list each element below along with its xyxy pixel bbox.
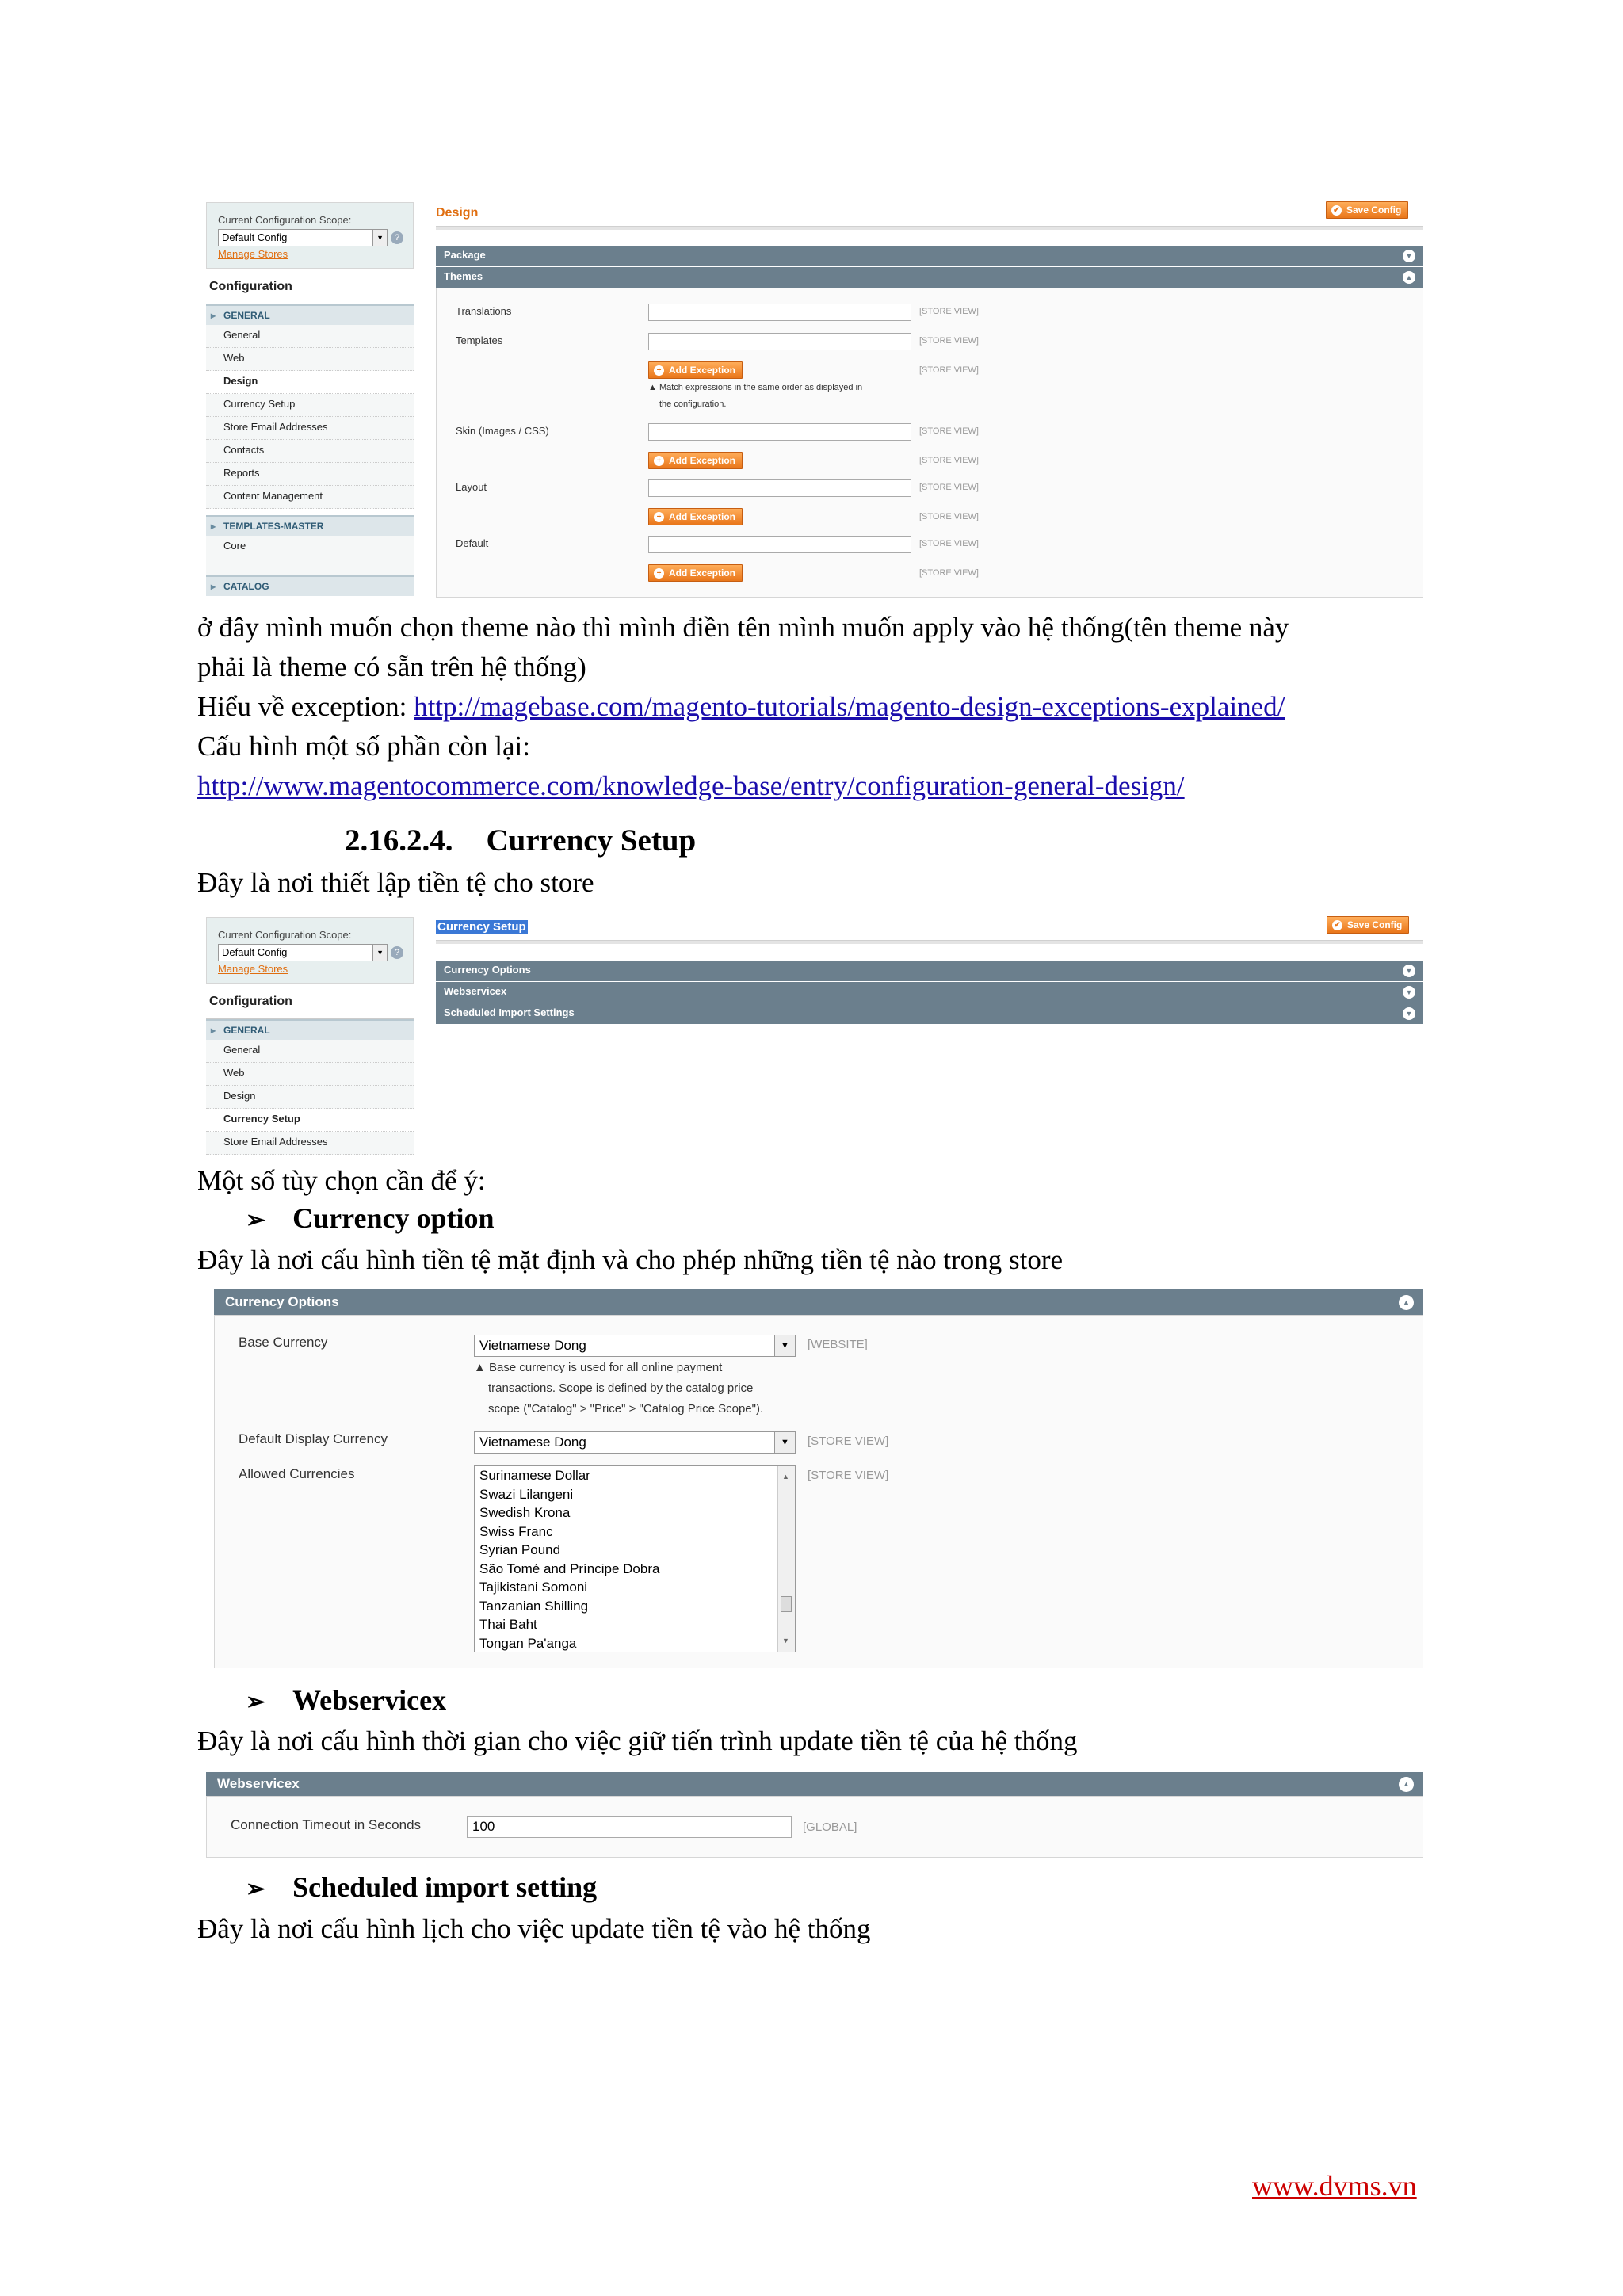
plus-icon: + — [654, 456, 664, 466]
config-scope-box — [206, 917, 414, 984]
list-item[interactable]: Syrian Pound — [479, 1542, 561, 1557]
collapse-icon: ▲ — [1399, 1295, 1414, 1310]
section-heading: 2.16.2.4. Currency Setup — [345, 823, 697, 858]
base-currency-select[interactable]: Vietnamese Dong ▼ — [474, 1335, 796, 1357]
sidebar-group-general[interactable]: ▸ GENERAL — [206, 1019, 414, 1040]
bullet-heading: ➢ Webservicex — [246, 1684, 447, 1716]
paragraph-line: phải là theme có sẵn trên hệ thống) — [197, 651, 586, 682]
expand-icon: ▼ — [1403, 250, 1415, 262]
field-label-layout: Layout — [456, 481, 487, 493]
scope-label: Current Configuration Scope: — [218, 214, 352, 226]
check-icon: ✔ — [1332, 920, 1342, 930]
design-sidebar — [206, 202, 414, 604]
scrollbar[interactable] — [777, 1466, 795, 1652]
scope-tag: [STORE VIEW] — [919, 456, 979, 465]
arrow-bullet-icon: ➢ — [246, 1207, 266, 1233]
save-config-button[interactable]: ✔ Save Config — [1327, 916, 1409, 934]
templates-input[interactable] — [648, 333, 911, 350]
scope-tag: [STORE VIEW] — [919, 336, 979, 346]
sidebar-group-catalog[interactable]: ▸ CATALOG — [206, 575, 414, 596]
sidebar-item-store-email-addresses[interactable]: Store Email Addresses — [206, 417, 414, 440]
section-scheduled-import-settings[interactable]: Scheduled Import Settings ▼ — [436, 1003, 1423, 1024]
sidebar-item-design[interactable]: Design — [206, 371, 414, 394]
paragraph-line: Một số tùy chọn cần để ý: — [197, 1165, 486, 1196]
currency-options-panel — [214, 1315, 1423, 1668]
scope-tag: [STORE VIEW] — [919, 568, 979, 578]
paragraph-line: Hiểu về exception: http://magebase.com/magento-tutorials/magento-design-exceptions-explained/ — [197, 691, 1285, 722]
help-icon[interactable]: ? — [391, 946, 403, 959]
list-item[interactable]: Thai Baht — [479, 1617, 537, 1632]
scope-tag: [STORE VIEW] — [919, 307, 979, 316]
add-exception-button[interactable]: + Add Exception — [648, 452, 743, 469]
check-icon: ✔ — [1331, 205, 1342, 216]
add-exception-button[interactable]: + Add Exception — [648, 361, 743, 379]
allowed-currencies-list[interactable] — [474, 1465, 796, 1652]
add-exception-button[interactable]: + Add Exception — [648, 508, 743, 525]
field-label-templates: Templates — [456, 334, 503, 346]
expand-icon: ▼ — [1403, 1007, 1415, 1020]
section-package[interactable]: Package ▼ — [436, 246, 1423, 266]
manage-stores-link[interactable]: Manage Stores — [218, 248, 288, 260]
list-item[interactable]: Swedish Krona — [479, 1505, 571, 1520]
scroll-down-icon[interactable]: ▼ — [782, 1636, 789, 1645]
sidebar-item-general[interactable]: General — [206, 325, 414, 348]
section-webservicex[interactable]: Webservicex ▲ — [206, 1772, 1423, 1796]
title-divider — [436, 226, 1423, 230]
section-webservicex[interactable]: Webservicex ▼ — [436, 982, 1423, 1003]
connection-timeout-input[interactable]: 100 — [467, 1816, 792, 1838]
arrow-bullet-icon: ➢ — [246, 1689, 266, 1715]
sidebar-item-reports[interactable]: Reports — [206, 463, 414, 486]
sidebar-group-templates-master[interactable]: ▸ TEMPLATES-MASTER — [206, 515, 414, 536]
sidebar-item-content-management[interactable]: Content Management — [206, 486, 414, 509]
list-item[interactable]: Tanzanian Shilling — [479, 1598, 589, 1614]
bullet-heading: ➢ Scheduled import setting — [246, 1871, 598, 1903]
chevron-down-icon: ▼ — [372, 945, 387, 961]
scroll-up-icon[interactable]: ▲ — [782, 1473, 789, 1480]
scope-select[interactable]: Default Config ▼ — [218, 944, 388, 961]
sidebar-item-general[interactable]: General — [206, 1040, 414, 1063]
sidebar-item-currency-setup[interactable]: Currency Setup — [206, 394, 414, 417]
paragraph-line: Đây là nơi cấu hình lịch cho việc update tiền tệ vào hệ thống — [197, 1913, 871, 1944]
bullet-heading: ➢ Currency option — [246, 1202, 495, 1234]
sidebar-item-design[interactable]: Design — [206, 1086, 414, 1109]
paragraph-line: Đây là nơi thiết lập tiền tệ cho store — [197, 867, 594, 898]
scope-select[interactable]: Default Config ▼ — [218, 229, 388, 246]
add-exception-button[interactable]: + Add Exception — [648, 564, 743, 582]
webservicex-panel — [206, 1796, 1423, 1858]
scope-tag: [STORE VIEW] — [808, 1469, 889, 1482]
currency-sidebar — [206, 917, 414, 1159]
title-divider — [436, 940, 1423, 944]
scope-tag: [STORE VIEW] — [919, 365, 979, 375]
field-label-translations: Translations — [456, 305, 512, 317]
field-label-default: Default — [456, 537, 489, 549]
configuration-heading: Configuration — [206, 984, 414, 1019]
exception-link[interactable]: http://magebase.com/magento-tutorials/magento-design-exceptions-explained/ — [414, 691, 1285, 722]
paragraph-line: ở đây mình muốn chọn theme nào thì mình điền tên mình muốn apply vào hệ thống(tên theme này — [197, 612, 1289, 643]
exception-note: ▲ Match expressions in the same order as displayed in the configuration. — [648, 383, 863, 409]
scope-tag: [STORE VIEW] — [919, 539, 979, 548]
themes-panel — [436, 288, 1423, 598]
sidebar-item-web[interactable]: Web — [206, 1063, 414, 1086]
caret-up-icon: ▲ — [474, 1361, 490, 1374]
base-currency-note: ▲ Base currency is used for all online payment transactions. Scope is defined by the catalog price scope ("Catalog" > "Price" > "Catalog Price Scope"). — [474, 1361, 764, 1415]
default-display-currency-select[interactable]: Vietnamese Dong ▼ — [474, 1431, 796, 1454]
sidebar-group-general[interactable]: ▸ GENERAL — [206, 304, 414, 325]
sidebar-item-currency-setup[interactable]: Currency Setup — [206, 1109, 414, 1132]
field-label-skin: Skin (Images / CSS) — [456, 425, 549, 437]
config-scope-box — [206, 202, 414, 269]
field-label-connection-timeout: Connection Timeout in Seconds — [231, 1817, 422, 1832]
scope-tag: [STORE VIEW] — [919, 426, 979, 436]
scope-tag: [WEBSITE] — [808, 1338, 868, 1351]
collapse-icon: ▲ — [1399, 1777, 1414, 1792]
sidebar-item-contacts[interactable]: Contacts — [206, 440, 414, 463]
plus-icon: + — [654, 512, 664, 522]
list-item[interactable]: Tongan Pa'anga — [479, 1635, 577, 1651]
chevron-down-icon: ▼ — [372, 230, 387, 246]
paragraph-line: Đây là nơi cấu hình thời gian cho việc giữ tiến trình update tiền tệ của hệ thống — [197, 1725, 1078, 1756]
paragraph-line: Cấu hình một số phần còn lại: — [197, 731, 530, 762]
manage-stores-link[interactable]: Manage Stores — [218, 963, 288, 975]
plus-icon: + — [654, 568, 664, 579]
scope-tag: [STORE VIEW] — [808, 1435, 889, 1448]
chevron-down-icon: ▼ — [774, 1432, 795, 1453]
default-input[interactable] — [648, 536, 911, 553]
scope-tag: [STORE VIEW] — [919, 483, 979, 492]
help-icon[interactable]: ? — [391, 231, 403, 244]
configuration-heading: Configuration — [206, 269, 414, 304]
list-item[interactable]: Tajikistani Somoni — [479, 1580, 588, 1595]
paragraph-line: Đây là nơi cấu hình tiền tệ mặt định và cho phép những tiền tệ nào trong store — [197, 1244, 1064, 1275]
field-label-base-currency: Base Currency — [239, 1335, 328, 1350]
sidebar-item-core[interactable]: Core — [206, 536, 414, 575]
caret-up-icon: ▲ — [648, 383, 659, 392]
section-currency-options[interactable]: Currency Options ▼ — [436, 961, 1423, 981]
skin-input[interactable] — [648, 423, 911, 441]
page-title: Design — [436, 206, 479, 220]
translations-input[interactable] — [648, 304, 911, 321]
section-currency-options[interactable]: Currency Options ▲ — [214, 1289, 1423, 1315]
footer-link[interactable]: www.dvms.vn — [1252, 2170, 1417, 2202]
section-themes[interactable]: Themes ▲ — [436, 267, 1423, 288]
scope-tag: [STORE VIEW] — [919, 512, 979, 521]
expand-icon: ▼ — [1403, 965, 1415, 977]
expand-icon: ▼ — [1403, 986, 1415, 999]
plus-icon: + — [654, 365, 664, 376]
list-item[interactable]: São Tomé and Príncipe Dobra — [479, 1561, 660, 1576]
sidebar-item-store-email-addresses[interactable]: Store Email Addresses — [206, 1132, 414, 1155]
arrow-bullet-icon: ➢ — [246, 1876, 266, 1902]
scroll-thumb[interactable] — [781, 1596, 792, 1612]
field-label-default-display-currency: Default Display Currency — [239, 1431, 388, 1446]
collapse-icon: ▲ — [1403, 271, 1415, 284]
chevron-down-icon: ▼ — [774, 1335, 795, 1356]
layout-input[interactable] — [648, 479, 911, 497]
list-item[interactable]: Surinamese Dollar — [479, 1468, 590, 1483]
design-config-link[interactable]: http://www.magentocommerce.com/knowledge-base/entry/configuration-general-design/ — [197, 770, 1185, 801]
scope-tag: [GLOBAL] — [803, 1820, 857, 1834]
list-item[interactable]: Swazi Lilangeni — [479, 1486, 574, 1502]
field-label-allowed-currencies: Allowed Currencies — [239, 1466, 355, 1481]
list-item[interactable]: Swiss Franc — [479, 1523, 553, 1539]
save-config-button[interactable]: ✔ Save Config — [1326, 201, 1408, 219]
sidebar-item-web[interactable]: Web — [206, 348, 414, 371]
scope-label: Current Configuration Scope: — [218, 929, 352, 941]
page-title: Currency Setup — [437, 920, 526, 934]
